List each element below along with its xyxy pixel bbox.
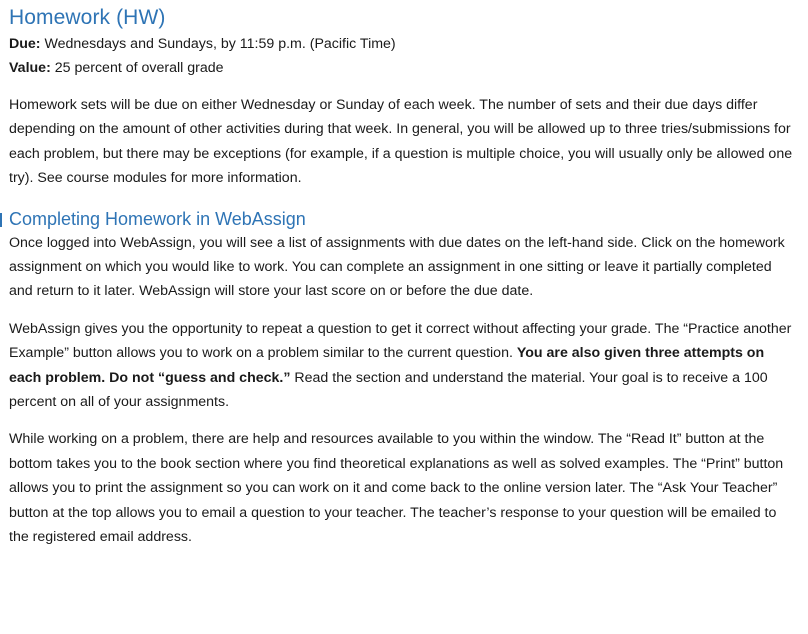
section-heading-text: Completing Homework in WebAssign — [9, 208, 306, 229]
section-heading — [9, 207, 799, 231]
paragraph-2-start: WebAssign gives you the opportunity to repeat a question to get it correct without affecting your grade. The “Practice another Example” button allows you to work on a problem similar to the current question. — [9, 320, 792, 362]
page-title: Homework (HW) — [9, 6, 166, 29]
section-paragraph-1: Once logged into WebAssign, you will see a list of assignments with due dates on the left-hand side. Click on the homework assignment on which you would like to work. You can complete an assignment in one sitting or leave it partially completed and return to it later. WebAssign will store your last score on or before the due date. — [9, 234, 785, 300]
document-body — [9, 4, 799, 550]
paragraph-2-end: Read the section and understand the material. Your goal is to receive a 100 percent on all of your assignments. — [9, 369, 768, 411]
section-paragraph-3: While working on a problem, there are help and resources available to you within the window. The “Read It” button at the bottom takes you to the book section where you find theoretical explanations as well as solved examples. The “Print” button allows you to print the assignment so you can work on it and come back to the online version later. The “Ask Your Teacher” button at the top allows you to email a question to your teacher. The teacher’s response to your question will be emailed to the registered email address. — [9, 431, 784, 546]
section-paragraph-2 — [9, 317, 799, 415]
due-value: Wednesdays and Sundays, by 11:59 p.m. (Pacific Time) — [40, 36, 396, 52]
value-label: Value: — [9, 60, 51, 76]
value-value: 25 percent of overall grade — [50, 60, 224, 76]
heading-marker — [0, 213, 2, 227]
intro-paragraph: Homework sets will be due on either Wednesday or Sunday of each week. The number of sets and their due days differ depending on the amount of other activities during that week. In general, you will be allowed up to three tries/submissions for each problem, but there may be exceptions (for example, if a question is multiple choice, you will usually only be allowed one try). See course modules for more information. — [9, 97, 793, 187]
due-label: Due: — [9, 36, 41, 52]
due-line — [9, 32, 799, 56]
paragraph-2-bold: You are also given three attempts on each problem. Do not “guess and check.” — [9, 345, 765, 386]
value-line — [9, 56, 799, 80]
